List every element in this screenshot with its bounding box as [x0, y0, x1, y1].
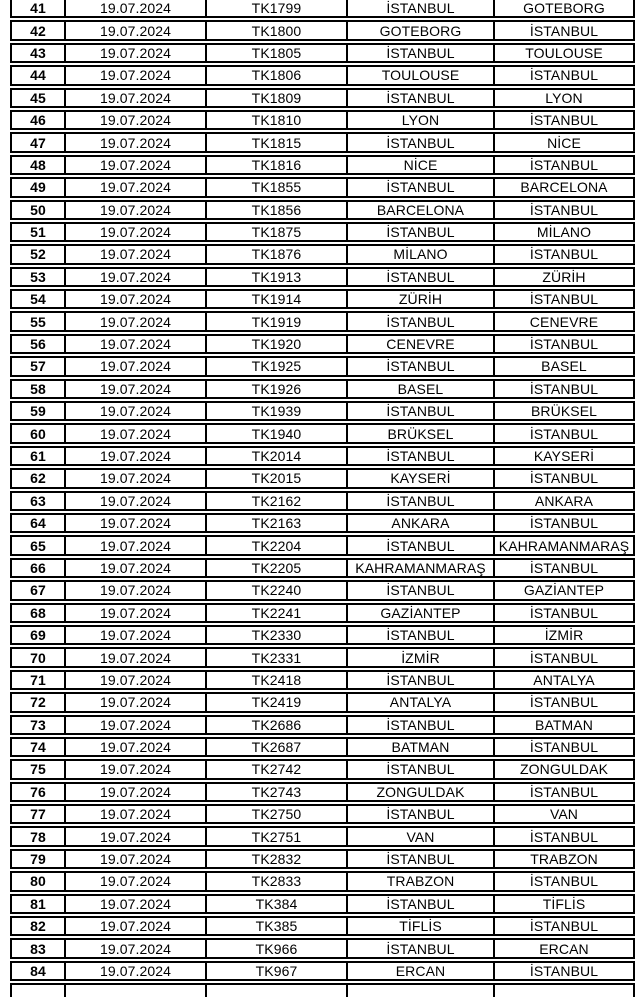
flight-number-cell: TK1809: [205, 90, 346, 106]
destination-cell: İSTANBUL: [493, 649, 633, 665]
origin-cell: BASEL: [346, 381, 493, 397]
date-cell: 19.07.2024: [64, 828, 205, 844]
flight-number-cell: TK2162: [205, 493, 346, 509]
origin-cell: BRÜKSEL: [346, 425, 493, 441]
flight-row: [10, 938, 635, 958]
origin-cell: BARCELONA: [346, 202, 493, 218]
origin-cell: LYON: [346, 112, 493, 128]
flight-number-cell: TK2742: [205, 761, 346, 777]
origin-cell: İSTANBUL: [346, 717, 493, 733]
origin-cell: İSTANBUL: [346, 582, 493, 598]
date-cell: 19.07.2024: [64, 940, 205, 956]
date-cell: 19.07.2024: [64, 90, 205, 106]
destination-cell: İSTANBUL: [493, 67, 633, 83]
destination-cell: İSTANBUL: [493, 918, 633, 934]
flight-row: [10, 491, 635, 511]
flight-row: [10, 804, 635, 824]
row-number-cell: 79: [30, 851, 46, 868]
origin-cell: İSTANBUL: [346, 761, 493, 777]
date-cell: 19.07.2024: [64, 336, 205, 352]
date-cell: 19.07.2024: [64, 761, 205, 777]
date-cell: 19.07.2024: [64, 179, 205, 195]
date-cell: 19.07.2024: [64, 739, 205, 755]
row-number-cell: [12, 985, 64, 997]
destination-cell: BRÜKSEL: [493, 403, 633, 419]
flight-number-cell: TK2330: [205, 627, 346, 643]
flight-number-cell: TK2686: [205, 717, 346, 733]
destination-cell: KAYSERİ: [493, 448, 633, 464]
flight-row: [10, 222, 635, 242]
flight-number-cell: TK2204: [205, 537, 346, 553]
flight-row: [10, 603, 635, 623]
destination-cell: GOTEBORG: [493, 0, 633, 16]
destination-cell: CENEVRE: [493, 313, 633, 329]
flight-number-cell: TK1815: [205, 134, 346, 150]
date-cell: 19.07.2024: [64, 269, 205, 285]
origin-cell: ANKARA: [346, 515, 493, 531]
flight-number-cell: TK2163: [205, 515, 346, 531]
row-number-cell: 51: [30, 224, 46, 241]
date-cell: 19.07.2024: [64, 560, 205, 576]
row-number-cell: 73: [30, 716, 46, 733]
date-cell: 19.07.2024: [64, 358, 205, 374]
row-number-cell: 69: [30, 627, 46, 644]
row-number-cell: 44: [30, 67, 46, 84]
flight-number-cell: TK1816: [205, 157, 346, 173]
row-number-cell: 78: [30, 828, 46, 845]
destination-cell: İSTANBUL: [493, 336, 633, 352]
date-cell: 19.07.2024: [64, 605, 205, 621]
row-number-cell: 72: [30, 694, 46, 711]
destination-cell: İSTANBUL: [493, 157, 633, 173]
destination-cell: GAZİANTEP: [493, 582, 633, 598]
date-cell: 19.07.2024: [64, 112, 205, 128]
row-number-cell: 66: [30, 559, 46, 576]
origin-cell: İSTANBUL: [346, 448, 493, 464]
flight-row: [10, 311, 635, 331]
origin-cell: CENEVRE: [346, 336, 493, 352]
flight-number-cell: TK1875: [205, 224, 346, 240]
date-cell: 19.07.2024: [64, 381, 205, 397]
date-cell: 19.07.2024: [64, 0, 205, 16]
destination-cell: İSTANBUL: [493, 873, 633, 889]
row-number-cell: 43: [30, 44, 46, 61]
origin-cell: GAZİANTEP: [346, 605, 493, 621]
row-number-cell: 63: [30, 492, 46, 509]
row-number-cell: 46: [30, 112, 46, 129]
destination-cell: İSTANBUL: [493, 963, 633, 979]
flight-number-cell: TK1926: [205, 381, 346, 397]
date-cell: 19.07.2024: [64, 963, 205, 979]
destination-cell: İZMİR: [493, 627, 633, 643]
destination-cell: İSTANBUL: [493, 291, 633, 307]
row-number-cell: 61: [30, 448, 46, 464]
date-cell: 19.07.2024: [64, 694, 205, 710]
destination-cell: ZÜRİH: [493, 269, 633, 285]
destination-cell: TRABZON: [493, 851, 633, 867]
date-cell: 19.07.2024: [64, 515, 205, 531]
row-number-cell: 59: [30, 403, 46, 420]
row-number-cell: 60: [30, 425, 46, 442]
date-cell: 19.07.2024: [64, 202, 205, 218]
flight-number-cell: TK2331: [205, 649, 346, 665]
destination-cell: İSTANBUL: [493, 112, 633, 128]
row-number-cell: 84: [30, 962, 46, 979]
origin-cell: KAHRAMANMARAŞ: [346, 560, 493, 576]
flight-number-cell: TK2015: [205, 470, 346, 486]
flight-number-cell: TK1806: [205, 67, 346, 83]
flight-table: [10, 0, 635, 997]
destination-cell: İSTANBUL: [493, 739, 633, 755]
date-cell: 19.07.2024: [64, 45, 205, 61]
flight-number-cell: TK2832: [205, 851, 346, 867]
origin-cell: [346, 985, 493, 997]
origin-cell: NİCE: [346, 157, 493, 173]
row-number-cell: 81: [30, 895, 46, 912]
flight-row: [10, 423, 635, 443]
flight-row: [10, 155, 635, 175]
row-number-cell: 75: [30, 761, 46, 778]
date-cell: 19.07.2024: [64, 806, 205, 822]
destination-cell: BARCELONA: [493, 179, 633, 195]
row-number-cell: 58: [30, 380, 46, 397]
date-cell: 19.07.2024: [64, 246, 205, 262]
row-number-cell: 65: [30, 537, 46, 554]
flight-row: [10, 894, 635, 914]
flight-row: [10, 759, 635, 779]
row-number-cell: 76: [30, 783, 46, 800]
flight-number-cell: TK2751: [205, 828, 346, 844]
flight-row: [10, 871, 635, 891]
flight-row: [10, 65, 635, 85]
flight-row: [10, 670, 635, 690]
flight-row: [10, 20, 635, 40]
flight-row: [10, 88, 635, 108]
origin-cell: KAYSERİ: [346, 470, 493, 486]
flight-row: [10, 401, 635, 421]
flight-row: [10, 513, 635, 533]
destination-cell: BASEL: [493, 358, 633, 374]
flight-row: [10, 916, 635, 936]
flight-row: [10, 43, 635, 63]
flight-row: [10, 200, 635, 220]
destination-cell: TOULOUSE: [493, 45, 633, 61]
flight-number-cell: TK1810: [205, 112, 346, 128]
origin-cell: İSTANBUL: [346, 269, 493, 285]
row-number-cell: 70: [30, 649, 46, 666]
destination-cell: İSTANBUL: [493, 694, 633, 710]
origin-cell: İSTANBUL: [346, 896, 493, 912]
origin-cell: İSTANBUL: [346, 358, 493, 374]
row-number-cell: 67: [30, 582, 46, 599]
destination-cell: İSTANBUL: [493, 560, 633, 576]
destination-cell: ANTALYA: [493, 672, 633, 688]
destination-cell: İSTANBUL: [493, 22, 633, 38]
flight-row: [10, 737, 635, 757]
date-cell: 19.07.2024: [64, 873, 205, 889]
date-cell: 19.07.2024: [64, 537, 205, 553]
row-number-cell: 47: [30, 134, 46, 151]
origin-cell: İSTANBUL: [346, 806, 493, 822]
date-cell: 19.07.2024: [64, 896, 205, 912]
origin-cell: İSTANBUL: [346, 940, 493, 956]
date-cell: [64, 985, 205, 997]
date-cell: 19.07.2024: [64, 157, 205, 173]
flight-number-cell: TK1855: [205, 179, 346, 195]
flight-row: [10, 356, 635, 376]
flight-number-cell: TK2205: [205, 560, 346, 576]
flight-row: [10, 961, 635, 981]
flight-row: [10, 289, 635, 309]
row-number-cell: 42: [30, 22, 46, 39]
origin-cell: ERCAN: [346, 963, 493, 979]
origin-cell: İZMİR: [346, 649, 493, 665]
row-number-cell: 53: [30, 268, 46, 285]
flight-row: [10, 0, 635, 18]
flight-row: [10, 334, 635, 354]
destination-cell: MİLANO: [493, 224, 633, 240]
flight-number-cell: TK2743: [205, 784, 346, 800]
date-cell: 19.07.2024: [64, 784, 205, 800]
flight-row: [10, 110, 635, 130]
row-number-cell: 54: [30, 291, 46, 308]
date-cell: 19.07.2024: [64, 67, 205, 83]
destination-cell: İSTANBUL: [493, 605, 633, 621]
row-number-cell: 64: [30, 515, 46, 532]
origin-cell: İSTANBUL: [346, 672, 493, 688]
origin-cell: İSTANBUL: [346, 403, 493, 419]
flight-row: [10, 535, 635, 555]
date-cell: 19.07.2024: [64, 717, 205, 733]
origin-cell: VAN: [346, 828, 493, 844]
flight-row: [10, 692, 635, 712]
origin-cell: İSTANBUL: [346, 851, 493, 867]
flight-number-cell: [205, 985, 346, 997]
origin-cell: İSTANBUL: [346, 493, 493, 509]
flight-row: [10, 625, 635, 645]
flight-row: [10, 826, 635, 846]
flight-row: [10, 244, 635, 264]
origin-cell: İSTANBUL: [346, 134, 493, 150]
row-number-cell: 68: [30, 604, 46, 621]
date-cell: 19.07.2024: [64, 649, 205, 665]
row-number-cell: 52: [30, 246, 46, 263]
origin-cell: BATMAN: [346, 739, 493, 755]
date-cell: 19.07.2024: [64, 918, 205, 934]
flight-number-cell: TK1876: [205, 246, 346, 262]
row-number-cell: 71: [30, 671, 46, 688]
flight-row: [10, 782, 635, 802]
row-number-cell: 77: [30, 806, 46, 823]
destination-cell: TİFLİS: [493, 896, 633, 912]
flight-row: [10, 558, 635, 578]
destination-cell: NİCE: [493, 134, 633, 150]
destination-cell: ANKARA: [493, 493, 633, 509]
flight-number-cell: TK966: [205, 940, 346, 956]
destination-cell: LYON: [493, 90, 633, 106]
destination-cell: İSTANBUL: [493, 202, 633, 218]
flight-number-cell: TK2014: [205, 448, 346, 464]
origin-cell: ANTALYA: [346, 694, 493, 710]
flight-number-cell: TK967: [205, 963, 346, 979]
date-cell: 19.07.2024: [64, 851, 205, 867]
flight-number-cell: TK1925: [205, 358, 346, 374]
next-row-partial: [10, 983, 635, 997]
flight-number-cell: TK385: [205, 918, 346, 934]
flight-row: [10, 177, 635, 197]
destination-cell: ZONGULDAK: [493, 761, 633, 777]
flight-number-cell: TK1939: [205, 403, 346, 419]
flight-number-cell: TK1856: [205, 202, 346, 218]
row-number-cell: 56: [30, 336, 46, 353]
origin-cell: İSTANBUL: [346, 45, 493, 61]
flight-number-cell: TK2750: [205, 806, 346, 822]
flight-row: [10, 267, 635, 287]
destination-cell: VAN: [493, 806, 633, 822]
destination-cell: İSTANBUL: [493, 381, 633, 397]
date-cell: 19.07.2024: [64, 627, 205, 643]
destination-cell: İSTANBUL: [493, 515, 633, 531]
destination-cell: İSTANBUL: [493, 828, 633, 844]
row-number-cell: 55: [30, 313, 46, 330]
date-cell: 19.07.2024: [64, 425, 205, 441]
flight-number-cell: TK1920: [205, 336, 346, 352]
destination-cell: ERCAN: [493, 940, 633, 956]
row-number-cell: 48: [30, 156, 46, 173]
flight-number-cell: TK1800: [205, 22, 346, 38]
flight-row: [10, 132, 635, 152]
flight-number-cell: TK2241: [205, 605, 346, 621]
origin-cell: İSTANBUL: [346, 313, 493, 329]
row-number-cell: 50: [30, 201, 46, 218]
flight-number-cell: TK2418: [205, 672, 346, 688]
row-number-cell: 49: [30, 179, 46, 196]
date-cell: 19.07.2024: [64, 493, 205, 509]
flight-number-cell: TK1940: [205, 425, 346, 441]
flight-number-cell: TK1913: [205, 269, 346, 285]
date-cell: 19.07.2024: [64, 448, 205, 464]
flight-number-cell: TK1914: [205, 291, 346, 307]
origin-cell: İSTANBUL: [346, 224, 493, 240]
origin-cell: GOTEBORG: [346, 22, 493, 38]
date-cell: 19.07.2024: [64, 22, 205, 38]
date-cell: 19.07.2024: [64, 291, 205, 307]
flight-number-cell: TK2687: [205, 739, 346, 755]
origin-cell: MİLANO: [346, 246, 493, 262]
origin-cell: TİFLİS: [346, 918, 493, 934]
origin-cell: TRABZON: [346, 873, 493, 889]
origin-cell: İSTANBUL: [346, 0, 493, 16]
origin-cell: ZONGULDAK: [346, 784, 493, 800]
flight-row: [10, 849, 635, 869]
flight-number-cell: TK2833: [205, 873, 346, 889]
row-number-cell: 45: [30, 89, 46, 106]
row-number-cell: 80: [30, 873, 46, 890]
row-number-cell: 82: [30, 918, 46, 935]
flight-row: [10, 446, 635, 466]
row-number-cell: 41: [30, 0, 46, 17]
flight-row: [10, 468, 635, 488]
date-cell: 19.07.2024: [64, 313, 205, 329]
destination-cell: İSTANBUL: [493, 470, 633, 486]
destination-cell: BATMAN: [493, 717, 633, 733]
origin-cell: İSTANBUL: [346, 179, 493, 195]
flight-number-cell: TK2240: [205, 582, 346, 598]
destination-cell: KAHRAMANMARAŞ: [493, 537, 633, 553]
date-cell: 19.07.2024: [64, 470, 205, 486]
origin-cell: İSTANBUL: [346, 537, 493, 553]
flight-number-cell: TK2419: [205, 694, 346, 710]
flight-row: [10, 647, 635, 667]
flight-row: [10, 715, 635, 735]
date-cell: 19.07.2024: [64, 403, 205, 419]
origin-cell: İSTANBUL: [346, 627, 493, 643]
flight-number-cell: TK384: [205, 896, 346, 912]
origin-cell: TOULOUSE: [346, 67, 493, 83]
date-cell: 19.07.2024: [64, 224, 205, 240]
date-cell: 19.07.2024: [64, 672, 205, 688]
destination-cell: [493, 985, 633, 997]
origin-cell: İSTANBUL: [346, 90, 493, 106]
destination-cell: İSTANBUL: [493, 425, 633, 441]
row-number-cell: 74: [30, 739, 46, 756]
flight-row: [10, 379, 635, 399]
origin-cell: ZÜRİH: [346, 291, 493, 307]
row-number-cell: 62: [30, 470, 46, 487]
date-cell: 19.07.2024: [64, 134, 205, 150]
flight-number-cell: TK1919: [205, 313, 346, 329]
date-cell: 19.07.2024: [64, 582, 205, 598]
flight-row: [10, 580, 635, 600]
destination-cell: İSTANBUL: [493, 784, 633, 800]
row-number-cell: 83: [30, 940, 46, 957]
row-number-cell: 57: [30, 358, 46, 375]
flight-number-cell: TK1805: [205, 45, 346, 61]
flight-number-cell: TK1799: [205, 0, 346, 16]
destination-cell: İSTANBUL: [493, 246, 633, 262]
